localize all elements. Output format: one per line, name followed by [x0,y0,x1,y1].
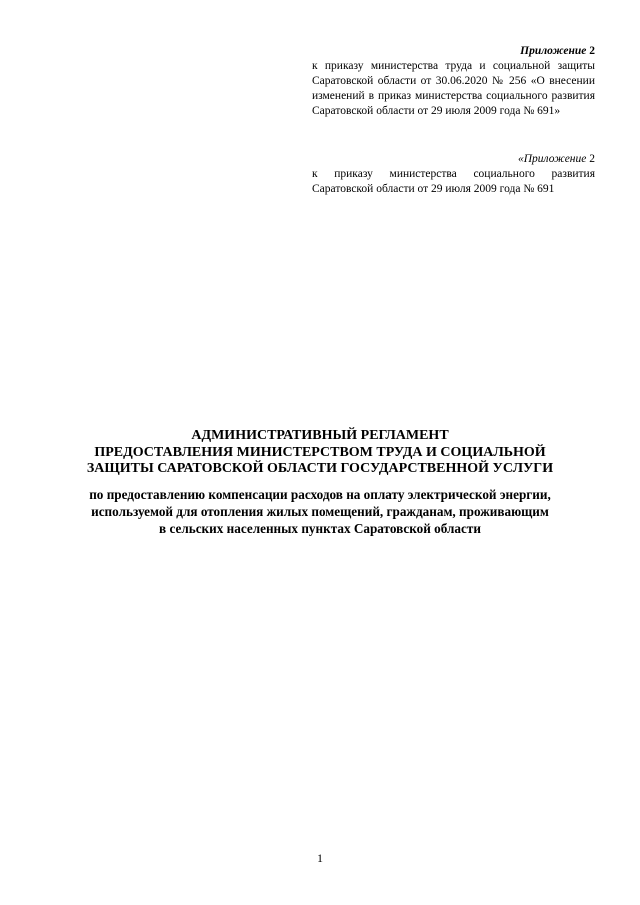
title-line: АДМИНИСТРАТИВНЫЙ РЕГЛАМЕНТ [191,428,449,443]
document-title [40,428,600,478]
document-subtitle [40,486,600,537]
appendix-heading-number: 2 [589,45,595,57]
appendix-heading [312,44,595,59]
appendix-text: к приказу министерства социального развития Саратовской области от 29 июля 2009 года № 691 [312,168,595,195]
appendix-current-order [312,44,595,119]
subtitle-line: используемой для отопления жилых помещений, гражданам, проживающим [91,503,549,519]
appendix-text: к приказу министерства труда и социальной защиты Саратовской области от 30.06.2020 № 256 «О внесении изменений в приказ министерства социального развития Саратовской области от 29 июля 2009 года № 691» [312,60,595,117]
appendix-heading-word: Приложение [520,45,587,57]
appendix-original-order [312,152,595,197]
subtitle-line: в сельских населенных пунктах Саратовской области [159,520,481,536]
title-line: ЗАЩИТЫ САРАТОВСКОЙ ОБЛАСТИ ГОСУДАРСТВЕННОЙ УСЛУГИ [86,461,554,476]
document-title-block [40,428,600,537]
title-line: ПРЕДОСТАВЛЕНИЯ МИНИСТЕРСТВОМ ТРУДА И СОЦИАЛЬНОЙ [94,444,546,460]
appendix-heading-number: 2 [589,153,595,165]
subtitle-line: по предоставлению компенсации расходов на оплату электрической энергии, [89,486,551,502]
appendix-heading [312,152,595,167]
page-number: 1 [317,851,323,865]
appendix-heading-word: «Приложение [517,153,587,165]
